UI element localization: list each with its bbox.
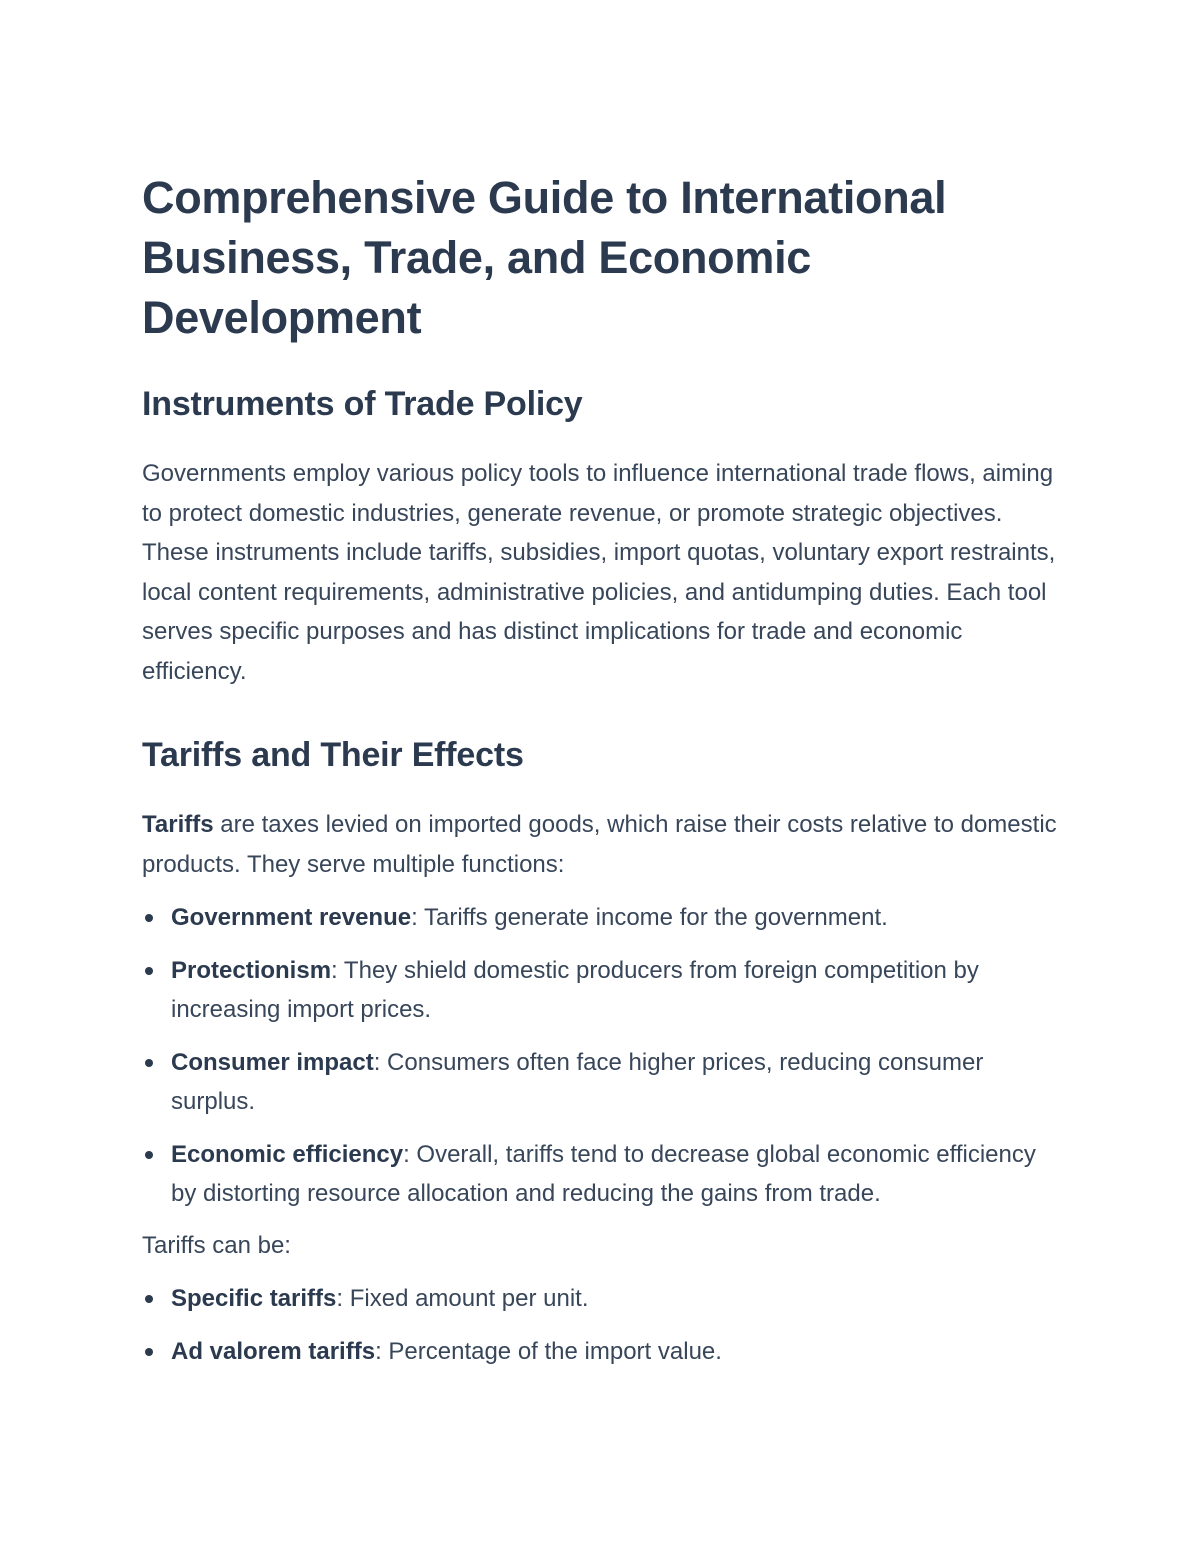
tariff-types-intro: Tariffs can be: bbox=[142, 1231, 291, 1259]
list-item bbox=[142, 1043, 1062, 1122]
bullet-icon bbox=[145, 914, 153, 922]
section-heading-tariffs: Tariffs and Their Effects bbox=[142, 736, 524, 774]
list-item-text: : Fixed amount per unit. bbox=[336, 1285, 589, 1312]
tariffs-intro-text: are taxes levied on imported goods, which raise their costs relative to domestic products. They serve multiple functions: bbox=[142, 811, 1057, 878]
list-item-term: Economic efficiency bbox=[171, 1140, 404, 1168]
section-heading-trade-policy: Instruments of Trade Policy bbox=[142, 385, 583, 423]
list-item bbox=[142, 1332, 1062, 1372]
list-item bbox=[142, 951, 1062, 1030]
tariff-functions-list bbox=[142, 898, 1062, 1214]
list-item-text: : They shield domestic producers from foreign competition by increasing import prices. bbox=[171, 956, 979, 1023]
tariff-types-list bbox=[142, 1279, 1062, 1371]
list-item-text: : Consumers often face higher prices, reducing consumer surplus. bbox=[171, 1048, 984, 1115]
bullet-icon bbox=[145, 1151, 153, 1159]
list-item-term: Specific tariffs bbox=[171, 1285, 337, 1312]
list-item bbox=[142, 1279, 1062, 1319]
bullet-icon bbox=[145, 1059, 153, 1067]
list-item-term: Protectionism bbox=[171, 956, 332, 984]
tariffs-intro-paragraph bbox=[142, 805, 1062, 884]
bullet-icon bbox=[145, 967, 153, 975]
list-item-term: Consumer impact bbox=[171, 1048, 374, 1076]
document-title: Comprehensive Guide to International Business, Trade, and Economic Development bbox=[142, 172, 947, 343]
bullet-icon bbox=[145, 1295, 153, 1303]
list-item-text: : Tariffs generate income for the government. bbox=[411, 904, 888, 931]
tariffs-term: Tariffs bbox=[142, 811, 214, 838]
list-item-term: Government revenue bbox=[171, 904, 412, 931]
document-page bbox=[142, 168, 1062, 1371]
list-item bbox=[142, 1135, 1062, 1214]
list-item-text: : Percentage of the import value. bbox=[375, 1337, 722, 1365]
bullet-icon bbox=[145, 1348, 153, 1356]
list-item-text: : Overall, tariffs tend to decrease global economic efficiency by distorting resource allocation and reducing the gains from trade. bbox=[171, 1140, 1036, 1207]
list-item-term: Ad valorem tariffs bbox=[171, 1337, 376, 1365]
list-item bbox=[142, 898, 1062, 938]
trade-policy-paragraph: Governments employ various policy tools to influence international trade flows, aiming to protect domestic industries, generate revenue, or promote strategic objectives. These instruments include tariffs, subsidies, import quotas, voluntary export restraints, local content requirements, administrative policies, and antidumping duties. Each tool serves specific purposes and has distinct implications for trade and economic efficiency. bbox=[142, 460, 1056, 685]
